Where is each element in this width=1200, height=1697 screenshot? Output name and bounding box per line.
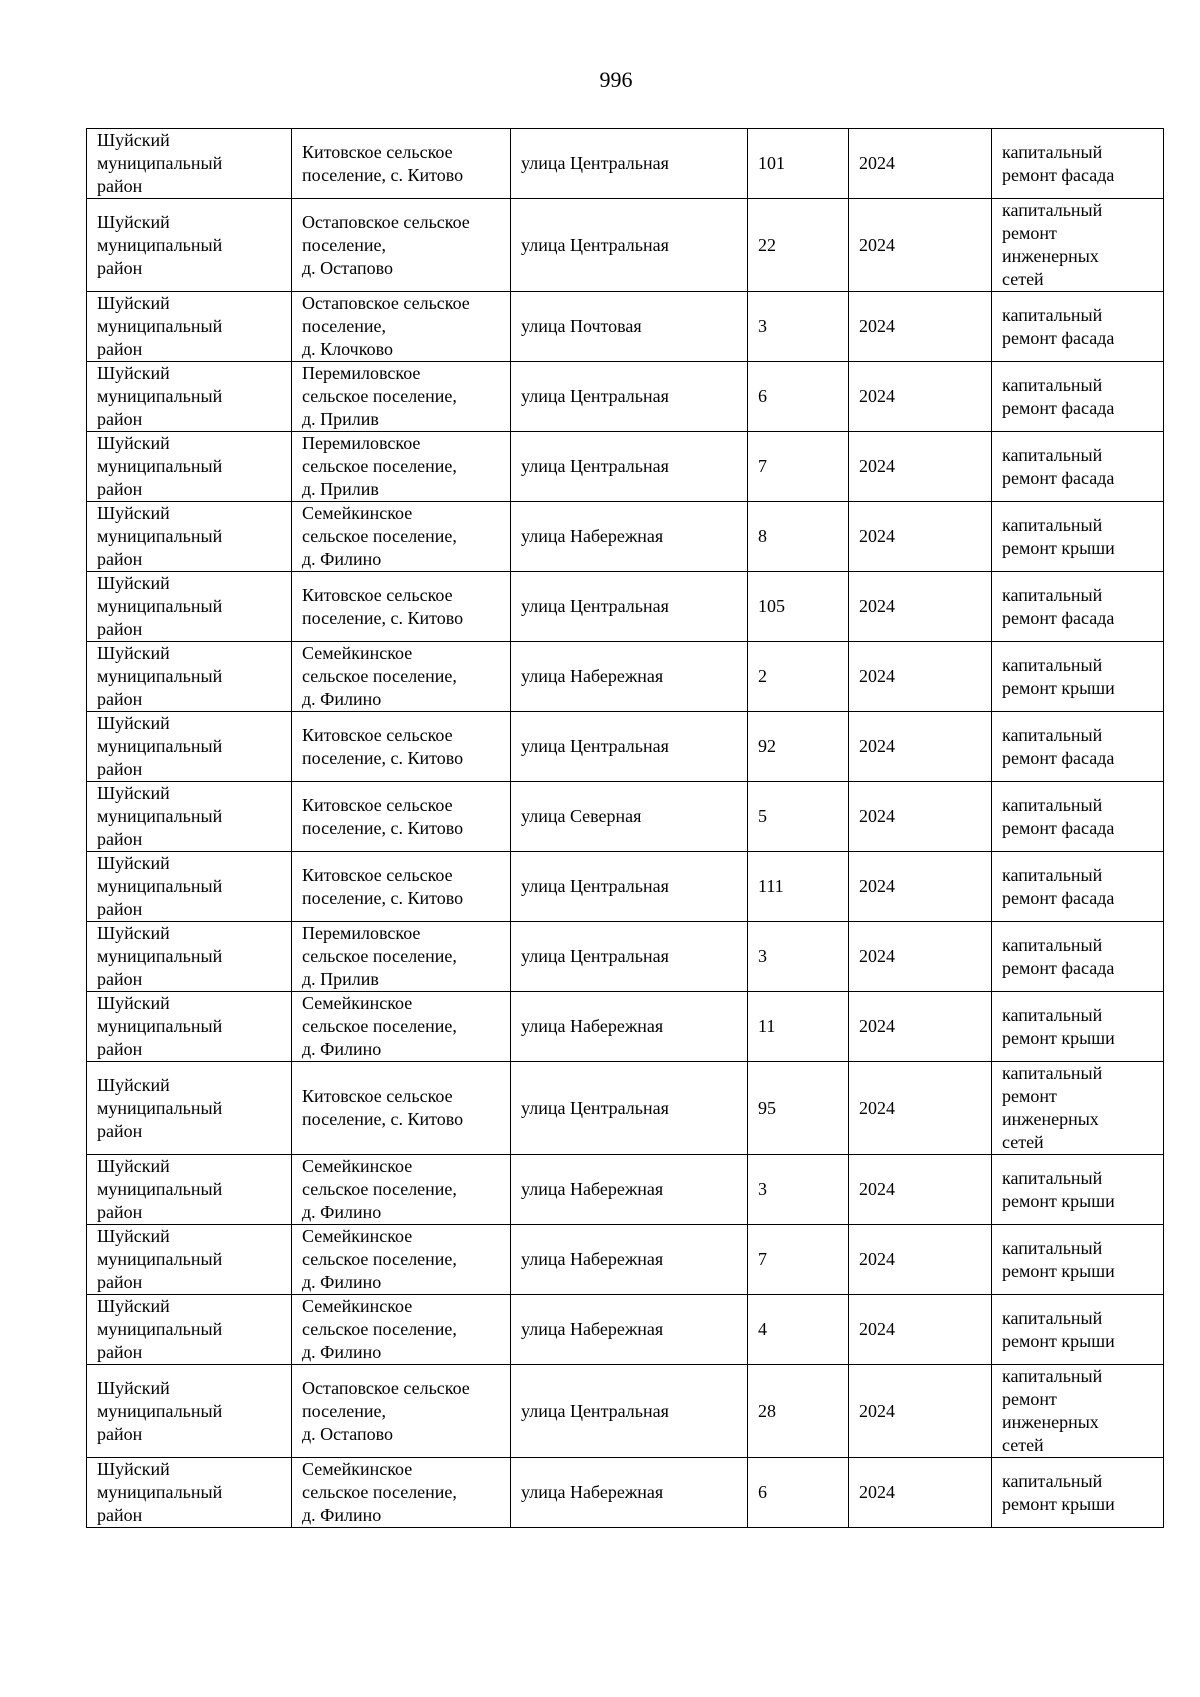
year-cell: 2024 bbox=[849, 852, 992, 922]
house-number-cell: 3 bbox=[748, 1155, 849, 1225]
page-number: 996 bbox=[599, 67, 633, 92]
table-row bbox=[87, 129, 1164, 199]
year-cell: 2024 bbox=[849, 1458, 992, 1528]
house-number-cell: 7 bbox=[748, 1225, 849, 1295]
work-type-cell: капитальный ремонт крыши bbox=[992, 1458, 1164, 1528]
settlement-cell: Китовское сельское поселение, с. Китово bbox=[292, 129, 511, 199]
house-number-cell: 8 bbox=[748, 502, 849, 572]
district-cell: Шуйский муниципальный район bbox=[87, 782, 292, 852]
table-row bbox=[87, 782, 1164, 852]
street-cell: улица Набережная bbox=[511, 502, 748, 572]
work-type-cell: капитальный ремонт крыши bbox=[992, 642, 1164, 712]
street-cell: улица Центральная bbox=[511, 712, 748, 782]
work-type-cell: капитальный ремонт крыши bbox=[992, 1295, 1164, 1365]
house-number-cell: 105 bbox=[748, 572, 849, 642]
house-number-cell: 101 bbox=[748, 129, 849, 199]
house-number-cell: 6 bbox=[748, 362, 849, 432]
street-cell: улица Почтовая bbox=[511, 292, 748, 362]
year-cell: 2024 bbox=[849, 1225, 992, 1295]
settlement-cell: Перемиловское сельское поселение, д. Прилив bbox=[292, 362, 511, 432]
work-type-cell: капитальный ремонт фасада bbox=[992, 572, 1164, 642]
table-row bbox=[87, 292, 1164, 362]
year-cell: 2024 bbox=[849, 1062, 992, 1155]
district-cell: Шуйский муниципальный район bbox=[87, 712, 292, 782]
settlement-cell: Семейкинское сельское поселение, д. Филино bbox=[292, 992, 511, 1062]
work-type-cell: капитальный ремонт инженерных сетей bbox=[992, 1062, 1164, 1155]
year-cell: 2024 bbox=[849, 362, 992, 432]
street-cell: улица Набережная bbox=[511, 1458, 748, 1528]
settlement-cell: Перемиловское сельское поселение, д. Прилив bbox=[292, 432, 511, 502]
table-row bbox=[87, 362, 1164, 432]
work-type-cell: капитальный ремонт фасада bbox=[992, 129, 1164, 199]
table-row bbox=[87, 1295, 1164, 1365]
house-number-cell: 95 bbox=[748, 1062, 849, 1155]
district-cell: Шуйский муниципальный район bbox=[87, 922, 292, 992]
district-cell: Шуйский муниципальный район bbox=[87, 1365, 292, 1458]
table-row bbox=[87, 432, 1164, 502]
district-cell: Шуйский муниципальный район bbox=[87, 1295, 292, 1365]
settlement-cell: Семейкинское сельское поселение, д. Филино bbox=[292, 1295, 511, 1365]
settlement-cell: Семейкинское сельское поселение, д. Филино bbox=[292, 1225, 511, 1295]
table-row bbox=[87, 1225, 1164, 1295]
settlement-cell: Китовское сельское поселение, с. Китово bbox=[292, 572, 511, 642]
house-number-cell: 4 bbox=[748, 1295, 849, 1365]
district-cell: Шуйский муниципальный район bbox=[87, 199, 292, 292]
district-cell: Шуйский муниципальный район bbox=[87, 1458, 292, 1528]
house-number-cell: 3 bbox=[748, 922, 849, 992]
settlement-cell: Семейкинское сельское поселение, д. Филино bbox=[292, 642, 511, 712]
settlement-cell: Перемиловское сельское поселение, д. Прилив bbox=[292, 922, 511, 992]
work-type-cell: капитальный ремонт фасада bbox=[992, 782, 1164, 852]
year-cell: 2024 bbox=[849, 1365, 992, 1458]
district-cell: Шуйский муниципальный район bbox=[87, 572, 292, 642]
work-type-cell: капитальный ремонт крыши bbox=[992, 992, 1164, 1062]
district-cell: Шуйский муниципальный район bbox=[87, 432, 292, 502]
table-row bbox=[87, 1062, 1164, 1155]
work-type-cell: капитальный ремонт фасада bbox=[992, 712, 1164, 782]
work-type-cell: капитальный ремонт фасада bbox=[992, 292, 1164, 362]
table-row bbox=[87, 199, 1164, 292]
house-number-cell: 5 bbox=[748, 782, 849, 852]
settlement-cell: Китовское сельское поселение, с. Китово bbox=[292, 1062, 511, 1155]
street-cell: улица Центральная bbox=[511, 572, 748, 642]
district-cell: Шуйский муниципальный район bbox=[87, 292, 292, 362]
house-number-cell: 7 bbox=[748, 432, 849, 502]
table-row bbox=[87, 502, 1164, 572]
street-cell: улица Набережная bbox=[511, 642, 748, 712]
house-number-cell: 111 bbox=[748, 852, 849, 922]
street-cell: улица Набережная bbox=[511, 1155, 748, 1225]
settlement-cell: Остаповское сельское поселение, д. Остапово bbox=[292, 199, 511, 292]
district-cell: Шуйский муниципальный район bbox=[87, 1225, 292, 1295]
work-type-cell: капитальный ремонт инженерных сетей bbox=[992, 199, 1164, 292]
district-cell: Шуйский муниципальный район bbox=[87, 129, 292, 199]
settlement-cell: Китовское сельское поселение, с. Китово bbox=[292, 852, 511, 922]
work-type-cell: капитальный ремонт фасада bbox=[992, 922, 1164, 992]
table-row bbox=[87, 1155, 1164, 1225]
street-cell: улица Центральная bbox=[511, 129, 748, 199]
street-cell: улица Центральная bbox=[511, 1365, 748, 1458]
work-type-cell: капитальный ремонт крыши bbox=[992, 1225, 1164, 1295]
year-cell: 2024 bbox=[849, 1295, 992, 1365]
street-cell: улица Центральная bbox=[511, 852, 748, 922]
work-type-cell: капитальный ремонт фасада bbox=[992, 432, 1164, 502]
table-row bbox=[87, 642, 1164, 712]
year-cell: 2024 bbox=[849, 432, 992, 502]
settlement-cell: Остаповское сельское поселение, д. Остапово bbox=[292, 1365, 511, 1458]
year-cell: 2024 bbox=[849, 642, 992, 712]
district-cell: Шуйский муниципальный район bbox=[87, 502, 292, 572]
house-number-cell: 6 bbox=[748, 1458, 849, 1528]
year-cell: 2024 bbox=[849, 199, 992, 292]
street-cell: улица Набережная bbox=[511, 1225, 748, 1295]
year-cell: 2024 bbox=[849, 502, 992, 572]
work-type-cell: капитальный ремонт фасада bbox=[992, 852, 1164, 922]
house-number-cell: 2 bbox=[748, 642, 849, 712]
house-number-cell: 11 bbox=[748, 992, 849, 1062]
street-cell: улица Набережная bbox=[511, 992, 748, 1062]
work-type-cell: капитальный ремонт фасада bbox=[992, 362, 1164, 432]
work-type-cell: капитальный ремонт крыши bbox=[992, 502, 1164, 572]
table-row bbox=[87, 992, 1164, 1062]
table-row bbox=[87, 1365, 1164, 1458]
street-cell: улица Центральная bbox=[511, 199, 748, 292]
street-cell: улица Набережная bbox=[511, 1295, 748, 1365]
house-number-cell: 22 bbox=[748, 199, 849, 292]
year-cell: 2024 bbox=[849, 712, 992, 782]
year-cell: 2024 bbox=[849, 572, 992, 642]
year-cell: 2024 bbox=[849, 782, 992, 852]
table-row bbox=[87, 572, 1164, 642]
year-cell: 2024 bbox=[849, 292, 992, 362]
year-cell: 2024 bbox=[849, 1155, 992, 1225]
street-cell: улица Центральная bbox=[511, 432, 748, 502]
work-type-cell: капитальный ремонт инженерных сетей bbox=[992, 1365, 1164, 1458]
settlement-cell: Остаповское сельское поселение, д. Клочково bbox=[292, 292, 511, 362]
year-cell: 2024 bbox=[849, 922, 992, 992]
year-cell: 2024 bbox=[849, 129, 992, 199]
district-cell: Шуйский муниципальный район bbox=[87, 642, 292, 712]
house-number-cell: 92 bbox=[748, 712, 849, 782]
district-cell: Шуйский муниципальный район bbox=[87, 362, 292, 432]
registry-table-body bbox=[87, 129, 1164, 1528]
settlement-cell: Китовское сельское поселение, с. Китово bbox=[292, 782, 511, 852]
table-row bbox=[87, 922, 1164, 992]
settlement-cell: Китовское сельское поселение, с. Китово bbox=[292, 712, 511, 782]
street-cell: улица Центральная bbox=[511, 1062, 748, 1155]
table-row bbox=[87, 1458, 1164, 1528]
district-cell: Шуйский муниципальный район bbox=[87, 852, 292, 922]
repair-registry-table bbox=[86, 128, 1164, 1528]
settlement-cell: Семейкинское сельское поселение, д. Филино bbox=[292, 1155, 511, 1225]
house-number-cell: 28 bbox=[748, 1365, 849, 1458]
district-cell: Шуйский муниципальный район bbox=[87, 992, 292, 1062]
settlement-cell: Семейкинское сельское поселение, д. Филино bbox=[292, 1458, 511, 1528]
year-cell: 2024 bbox=[849, 992, 992, 1062]
street-cell: улица Центральная bbox=[511, 362, 748, 432]
table-row bbox=[87, 852, 1164, 922]
street-cell: улица Центральная bbox=[511, 922, 748, 992]
house-number-cell: 3 bbox=[748, 292, 849, 362]
settlement-cell: Семейкинское сельское поселение, д. Филино bbox=[292, 502, 511, 572]
district-cell: Шуйский муниципальный район bbox=[87, 1155, 292, 1225]
district-cell: Шуйский муниципальный район bbox=[87, 1062, 292, 1155]
table-row bbox=[87, 712, 1164, 782]
street-cell: улица Северная bbox=[511, 782, 748, 852]
work-type-cell: капитальный ремонт крыши bbox=[992, 1155, 1164, 1225]
